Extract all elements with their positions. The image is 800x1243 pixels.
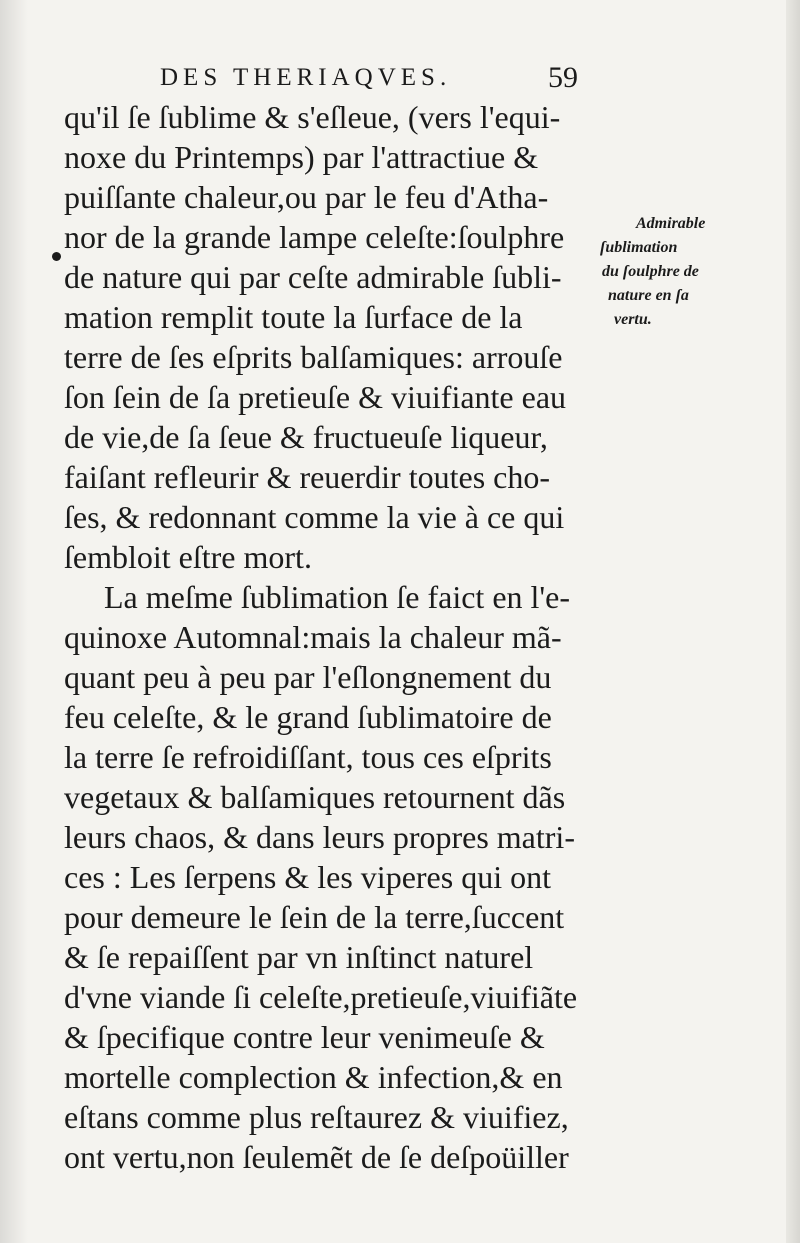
body-line: nor de la grande lampe celeſte:ſoulphre <box>64 219 565 255</box>
body-line: & ſpecifique contre leur venimeuſe & <box>64 1019 545 1055</box>
body-line: pour demeure le ſein de la terre,ſuccent <box>64 899 565 935</box>
body-line: mation remplit toute la ſurface de la <box>64 299 523 335</box>
body-line: ſon ſein de ſa pretieuſe & viuifiante eau <box>64 379 567 415</box>
body-line: puiſſante chaleur,ou par le feu d'Atha- <box>64 179 549 215</box>
body-line: ces : Les ſerpens & les viperes qui ont <box>64 859 551 895</box>
body-line: faiſant refleurir & reuerdir toutes cho- <box>64 459 550 495</box>
page-number: 59 <box>548 61 578 94</box>
page-edge <box>786 0 800 1243</box>
body-line: quinoxe Automnal:mais la chaleur mã- <box>64 619 562 655</box>
body-line: eſtans comme plus reſtaurez & viuifiez, <box>64 1099 569 1135</box>
body-line: qu'il ſe ſublime & s'eſleue, (vers l'equi- <box>64 99 561 135</box>
body-line: ont vertu,non ſeulemẽt de ſe deſpoüiller <box>64 1139 569 1175</box>
ink-spot <box>52 252 61 261</box>
gutter-shadow <box>0 0 28 1243</box>
running-title: DES THERIAQVES. <box>160 64 452 91</box>
marginal-note-line: ſublimation <box>600 239 678 256</box>
body-line: & ſe repaiſſent par vn inſtinct naturel <box>64 939 534 975</box>
body-line: ſes, & redonnant comme la vie à ce qui <box>64 499 565 535</box>
body-line: de vie,de ſa ſeue & fructueuſe liqueur, <box>64 419 548 455</box>
body-line: quant peu à peu par l'eſlongnement du <box>64 659 552 695</box>
body-line: La meſme ſublimation ſe faict en l'e- <box>104 579 571 615</box>
body-line: vegetaux & balſamiques retournent dãs <box>64 779 566 815</box>
marginal-note-line: Admirable <box>636 215 706 232</box>
body-line: mortelle complection & infection,& en <box>64 1059 563 1095</box>
body-line: d'vne viande ſi celeſte,pretieuſe,viuifiãte <box>64 979 578 1015</box>
marginal-note-line: vertu. <box>614 311 652 328</box>
body-line: noxe du Printemps) par l'attractiue & <box>64 139 539 175</box>
marginal-note-line: du ſoulphre de <box>602 263 699 280</box>
body-line: ſembloit eſtre mort. <box>64 539 312 575</box>
body-line: leurs chaos, & dans leurs propres matri- <box>64 819 575 855</box>
marginal-note-line: nature en ſa <box>608 287 689 304</box>
body-line: la terre ſe refroidiſſant, tous ces eſprits <box>64 739 552 775</box>
body-line: terre de ſes eſprits balſamiques: arrouſe <box>64 339 563 375</box>
running-head <box>160 58 600 98</box>
body-line: de nature qui par ceſte admirable ſubli- <box>64 259 562 295</box>
body-line: feu celeſte, & le grand ſublimatoire de <box>64 699 552 735</box>
